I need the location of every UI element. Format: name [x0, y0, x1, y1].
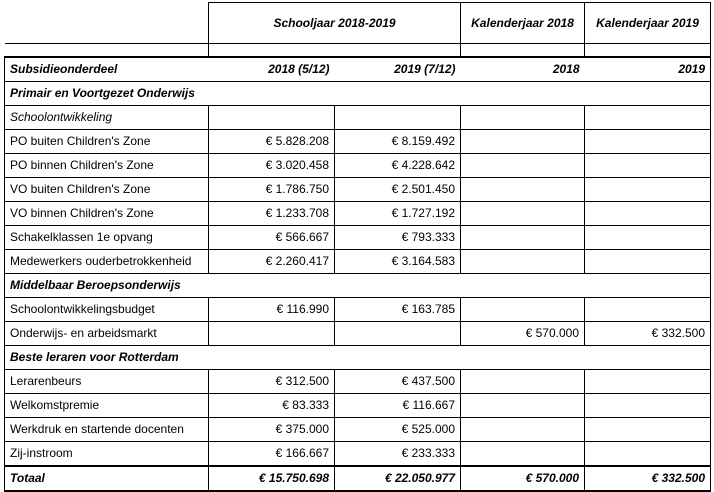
cell-2019-7-12: € 8.159.492 [335, 130, 461, 154]
table-row [5, 250, 711, 274]
cell-2018-5-12: € 375.000 [209, 418, 335, 442]
section-primair-voortgezet: Primair en Voortgezet Onderwijs [5, 82, 711, 106]
table-row [5, 178, 711, 202]
spacer-cell [585, 44, 711, 58]
row-label: Welkomstpremie [5, 394, 209, 418]
col-header-subsidieonderdeel: Subsidieonderdeel [5, 57, 209, 82]
row-label: VO binnen Children's Zone [5, 202, 209, 226]
cell-2018-5-12: € 1.786.750 [209, 178, 335, 202]
cell-2019-7-12: € 116.667 [335, 394, 461, 418]
row-label: Schoolontwikkelingsbudget [5, 298, 209, 322]
header-kalenderjaar-2019: Kalenderjaar 2019 [585, 3, 711, 44]
cell-2019: € 332.500 [585, 322, 711, 346]
row-label: Schakelklassen 1e opvang [5, 226, 209, 250]
cell-2018 [461, 370, 585, 394]
col-header-2019-7-12: 2019 (7/12) [335, 57, 461, 82]
col-header-2018: 2018 [461, 57, 585, 82]
empty-cell [461, 106, 585, 130]
cell-2018-5-12: € 2.260.417 [209, 250, 335, 274]
cell-2018-5-12: € 1.233.708 [209, 202, 335, 226]
cell-2018 [461, 394, 585, 418]
cell-2019-7-12: € 437.500 [335, 370, 461, 394]
row-label: Werkdruk en startende docenten [5, 418, 209, 442]
cell-2018-5-12: € 566.667 [209, 226, 335, 250]
cell-2019 [585, 202, 711, 226]
total-2019-7-12: € 22.050.977 [335, 466, 461, 491]
row-label: Lerarenbeurs [5, 370, 209, 394]
table-row [5, 202, 711, 226]
row-label: Medewerkers ouderbetrokkenheid [5, 250, 209, 274]
spacer-cell [5, 44, 209, 58]
section-row [5, 274, 711, 298]
table-row [5, 154, 711, 178]
cell-2018-5-12: € 5.828.208 [209, 130, 335, 154]
row-label: PO binnen Children's Zone [5, 154, 209, 178]
cell-2018-5-12: € 116.990 [209, 298, 335, 322]
table-row [5, 442, 711, 467]
subsidy-table-sheet [4, 2, 710, 492]
cell-2018 [461, 442, 585, 467]
cell-2019 [585, 370, 711, 394]
total-2019: € 332.500 [585, 466, 711, 491]
total-row [5, 466, 711, 491]
cell-2018: € 570.000 [461, 322, 585, 346]
cell-2019 [585, 130, 711, 154]
subsection-row [5, 106, 711, 130]
cell-2019 [585, 250, 711, 274]
cell-2018-5-12: € 166.667 [209, 442, 335, 467]
cell-2018 [461, 154, 585, 178]
total-2018-5-12: € 15.750.698 [209, 466, 335, 491]
cell-2019-7-12: € 2.501.450 [335, 178, 461, 202]
cell-2019 [585, 298, 711, 322]
header-kalenderjaar-2018: Kalenderjaar 2018 [461, 3, 585, 44]
col-header-2019: 2019 [585, 57, 711, 82]
cell-2019-7-12 [335, 322, 461, 346]
cell-2018 [461, 298, 585, 322]
cell-2018-5-12 [209, 322, 335, 346]
cell-2019 [585, 418, 711, 442]
empty-cell [335, 106, 461, 130]
spacer-cell [461, 44, 585, 58]
total-2018: € 570.000 [461, 466, 585, 491]
cell-2019-7-12: € 4.228.642 [335, 154, 461, 178]
spacer-cell [209, 44, 335, 58]
cell-2019-7-12: € 3.164.583 [335, 250, 461, 274]
table-row [5, 298, 711, 322]
cell-2018-5-12: € 3.020.458 [209, 154, 335, 178]
cell-2018 [461, 178, 585, 202]
total-label: Totaal [5, 466, 209, 491]
cell-2019-7-12: € 525.000 [335, 418, 461, 442]
empty-cell [585, 106, 711, 130]
cell-2019-7-12: € 793.333 [335, 226, 461, 250]
section-middelbaar-beroepsonderwijs: Middelbaar Beroepsonderwijs [5, 274, 711, 298]
column-header-row [5, 57, 711, 82]
table-row [5, 394, 711, 418]
cell-2018 [461, 418, 585, 442]
cell-2019 [585, 178, 711, 202]
table-row [5, 322, 711, 346]
table-row [5, 226, 711, 250]
table-row [5, 370, 711, 394]
section-row [5, 346, 711, 370]
table-row [5, 418, 711, 442]
empty-cell [209, 106, 335, 130]
period-header-row [5, 3, 711, 44]
cell-2018 [461, 130, 585, 154]
cell-2019 [585, 154, 711, 178]
cell-2019 [585, 442, 711, 467]
row-label: Onderwijs- en arbeidsmarkt [5, 322, 209, 346]
subsidy-table [4, 2, 711, 492]
cell-2018 [461, 202, 585, 226]
col-header-2018-5-12: 2018 (5/12) [209, 57, 335, 82]
cell-2019 [585, 394, 711, 418]
cell-2018 [461, 250, 585, 274]
spacer-row [5, 44, 711, 58]
cell-2019 [585, 226, 711, 250]
section-beste-leraren: Beste leraren voor Rotterdam [5, 346, 711, 370]
row-label: VO buiten Children's Zone [5, 178, 209, 202]
cell-2019-7-12: € 233.333 [335, 442, 461, 467]
section-row [5, 82, 711, 106]
cell-2019-7-12: € 163.785 [335, 298, 461, 322]
cell-2018-5-12: € 83.333 [209, 394, 335, 418]
spacer-cell [335, 44, 461, 58]
subsection-schoolontwikkeling: Schoolontwikkeling [5, 106, 209, 130]
table-row [5, 130, 711, 154]
row-label: Zij-instroom [5, 442, 209, 467]
cell-2018 [461, 226, 585, 250]
row-label: PO buiten Children's Zone [5, 130, 209, 154]
header-schooljaar: Schooljaar 2018-2019 [209, 3, 461, 44]
cell-2018-5-12: € 312.500 [209, 370, 335, 394]
header-blank [5, 3, 209, 44]
cell-2019-7-12: € 1.727.192 [335, 202, 461, 226]
